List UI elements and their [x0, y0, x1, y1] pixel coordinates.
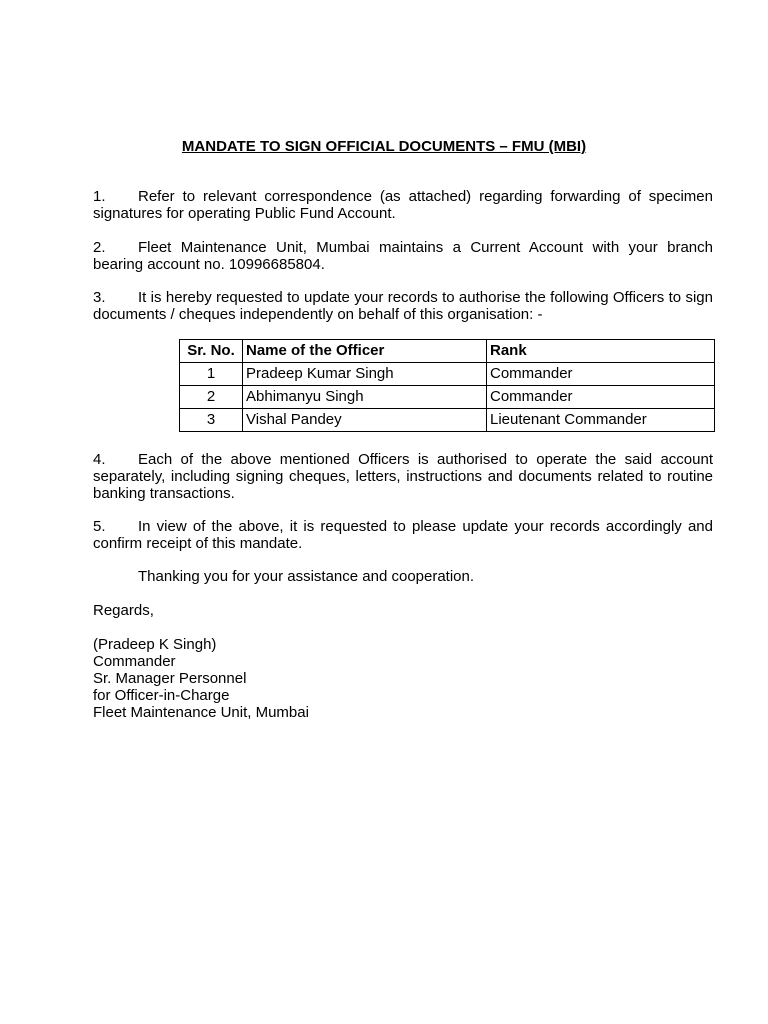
paragraph-3 [93, 289, 713, 323]
table-header-row [180, 340, 715, 363]
signatory-unit: Fleet Maintenance Unit, Mumbai [93, 704, 309, 721]
paragraph-text: Refer to relevant correspondence (as attached) regarding forwarding of specimen signatures for operating Public Fund Account. [93, 188, 713, 222]
signatory-name: (Pradeep K Singh) [93, 636, 217, 653]
paragraph-number: 1. [93, 188, 106, 205]
paragraph-number: 4. [93, 451, 106, 468]
paragraph-text: Each of the above mentioned Officers is authorised to operate the said account separately, including signing cheques, letters, instructions and documents related to routine banking transactions. [93, 451, 713, 502]
signature-block [93, 636, 713, 721]
paragraph-5 [93, 518, 713, 552]
signatory-rank: Commander [93, 653, 176, 670]
paragraph-1 [93, 188, 713, 222]
cell-sr-no: 1 [180, 363, 243, 386]
header-sr-no: Sr. No. [180, 340, 243, 363]
cell-rank: Lieutenant Commander [487, 409, 715, 432]
cell-sr-no: 3 [180, 409, 243, 432]
paragraph-2 [93, 239, 713, 273]
cell-rank: Commander [487, 386, 715, 409]
table-row [180, 409, 715, 432]
paragraph-number: 5. [93, 518, 106, 535]
closing-regards: Regards, [93, 602, 154, 619]
paragraph-text: Fleet Maintenance Unit, Mumbai maintains a Current Account with your branch bearing account no. 10996685804. [93, 239, 713, 273]
header-officer-name: Name of the Officer [243, 340, 487, 363]
signatory-on-behalf: for Officer-in-Charge [93, 687, 230, 704]
cell-officer-name: Vishal Pandey [243, 409, 487, 432]
paragraph-number: 3. [93, 289, 106, 306]
paragraph-text: In view of the above, it is requested to please update your records accordingly and confirm receipt of this mandate. [93, 518, 713, 552]
cell-sr-no: 2 [180, 386, 243, 409]
paragraph-4 [93, 451, 713, 502]
cell-officer-name: Pradeep Kumar Singh [243, 363, 487, 386]
document-title: MANDATE TO SIGN OFFICIAL DOCUMENTS – FMU (MBI) [181, 138, 587, 155]
cell-officer-name: Abhimanyu Singh [243, 386, 487, 409]
table-row [180, 386, 715, 409]
paragraph-number: 2. [93, 239, 106, 256]
closing-thanks: Thanking you for your assistance and cooperation. [138, 568, 475, 585]
table-row [180, 363, 715, 386]
officers-table [179, 339, 715, 432]
cell-rank: Commander [487, 363, 715, 386]
signatory-designation: Sr. Manager Personnel [93, 670, 247, 687]
paragraph-text: It is hereby requested to update your records to authorise the following Officers to sign documents / cheques independently on behalf of this organisation: - [93, 289, 713, 323]
header-rank: Rank [487, 340, 715, 363]
